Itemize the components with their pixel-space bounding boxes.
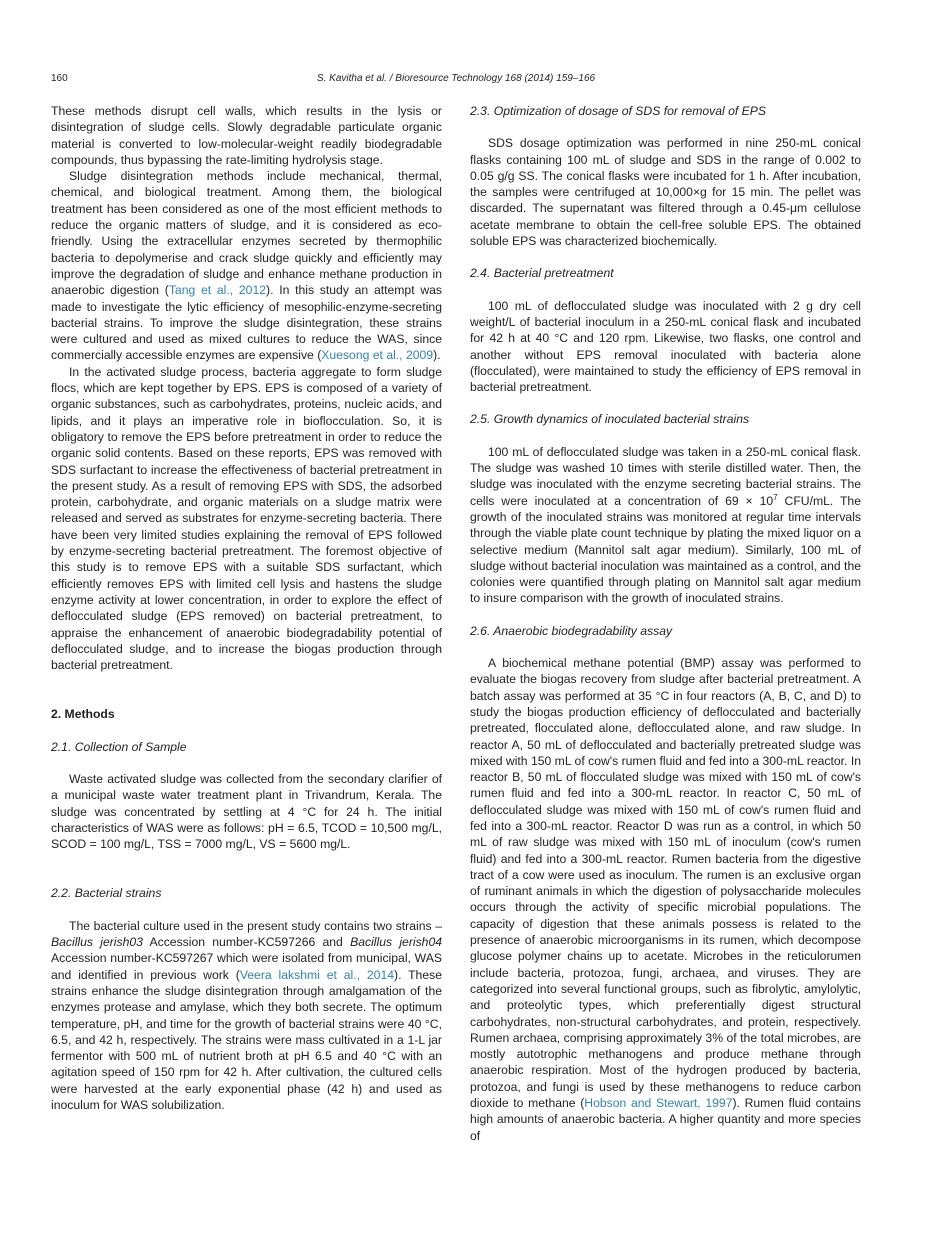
citation-link[interactable]: Veera lakshmi et al., 2014 — [239, 967, 395, 982]
page-header — [51, 73, 861, 87]
species-name: Bacillus jerish03 — [51, 935, 143, 950]
text-run: CFU/mL. The growth of the inoculated strains was monitored at regular time intervals through the viable plate count technique by plating the mixed liquor on a selective medium (Mannitol salt agar medium). Similarly, 100 mL of sludge without bacterial inoculation was maintained as a control, and the colonies were quantified through plating on Mannitol salt agar medium to insure comparison with the growth of inoculated strains. — [470, 493, 861, 606]
text-run: Accession number-KC597267 which were isolated from municipal, WAS and identified in previous work ( — [51, 951, 442, 982]
superscript: 7 — [773, 492, 778, 502]
right-column — [470, 103, 861, 1144]
text-run: ). Rumen fluid contains high amounts of anaerobic bacteria. A higher quantity and more species of — [470, 1096, 861, 1143]
page-number: 160 — [51, 73, 68, 84]
paragraph — [51, 168, 442, 364]
paragraph — [470, 444, 861, 607]
text-run: Sludge disintegration methods include mechanical, thermal, chemical, and biological treatment. Among them, the biological treatment has been considered as one of the most efficient methods to reduce the organic matters of sludge, and it is considered as eco-friendly. Using the extracellular enzymes secreted by thermophilic bacteria to depolymerise and crack sludge quickly and efficiently may improve the degradation of sludge and enhance methane production in anaerobic digestion ( — [51, 169, 442, 298]
paragraph: Waste activated sludge was collected from the secondary clarifier of a municipal waste water treatment plant in Trivandrum, Kerala. The sludge was concentrated by settling at 4 °C for 24 h. The initial characteristics of WAS were as follows: pH = 6.5, TCOD = 10,500 mg/L, SCOD = 100 mg/L, TSS = 7000 mg/L, VS = 5600 mg/L. — [51, 771, 442, 852]
running-head: S. Kavitha et al. / Bioresource Technology 168 (2014) 159–166 — [316, 73, 596, 84]
paragraph — [51, 918, 442, 1114]
paragraph: 100 mL of deflocculated sludge was inoculated with 2 g dry cell weight/L of bacterial inoculum in a 250-mL conical flask and incubated for 42 h at 40 °C and 120 rpm. Likewise, two flasks, one control and another without EPS removal inoculated with bacteria alone (flocculated), were maintained to study the efficiency of EPS removal in bacterial pretreatment. — [470, 298, 861, 395]
text-run: The bacterial culture used in the present study contains two strains – — [69, 918, 442, 933]
text-run: ). — [433, 348, 441, 363]
subsection-heading: 2.4. Bacterial pretreatment — [470, 266, 614, 281]
subsection-heading: 2.5. Growth dynamics of inoculated bacterial strains — [470, 412, 750, 427]
subsection-heading: 2.3. Optimization of dosage of SDS for removal of EPS — [470, 104, 767, 118]
citation-link[interactable]: Tang et al., 2012 — [168, 283, 267, 298]
citation-link[interactable]: Xuesong et al., 2009 — [321, 348, 434, 363]
paragraph — [470, 655, 861, 1144]
text-run: A biochemical methane potential (BMP) assay was performed to evaluate the biogas recovery from sludge after bacterial pretreatment. A batch assay was performed at 35 °C in four reactors (A, B, C, and D) to study the biogas production efficiency of deflocculated and bacterially pretreated, flocculated alone, deflocculated alone, and raw sludge. In reactor A, 50 mL of deflocculated and bacterially pretreated sludge was mixed with 150 mL of cow's rumen fluid and fed into a 300-mL reactor. In reactor B, 50 mL of flocculated sludge was mixed with 150 mL of cow's rumen fluid and fed into a 300-mL reactor. In reactor C, 50 mL of deflocculated sludge was mixed with 150 mL of cow's rumen fluid and fed into a 300-mL reactor. Reactor D was run as a control, in which 50 mL of raw sludge was mixed with 150 mL of inoculum (cow's rumen fluid) and fed into a 300-mL reactor. Rumen bacteria from the digestive tract of a cow were used as inoculum. The rumen is an exclusive organ of ruminant animals in which the digestion of polysaccharide molecules occurs through the activity of specific microbial populations. The capacity of digestion that these animals possess is related to the presence of anaerobic microorganisms in its rumen, which decompose glucose polymer chains up to acetate. Microbes in the reticulorumen include bacteria, protozoa, fungi, archaea, and viruses. They are categorized into several functional groups, such as fibrolytic, amylolytic, and proteolytic types, which preferentially digest structural carbohydrates, non-structural carbohydrates, and protein, respectively. Rumen archaea, comprising approximately 3% of the total microbes, are mostly autotrophic methanogens and produce methane through anaerobic respiration. Most of the hydrogen produced by bacteria, protozoa, and fungi is used by these methanogens to reduce carbon dioxide to methane ( — [470, 656, 861, 1111]
text-run: ). These strains enhance the sludge disintegration through amalgamation of the enzymes protease and amylase, which they both secrete. The optimum temperature, pH, and time for the growth of bacterial strains were 40 °C, 6.5, and 42 h, respectively. The strains were mass cultivated in a 1-L jar fermentor with 500 mL of nutrient broth at pH 6.5 and 40 °C with an agitation speed of 150 rpm for 42 h. After cultivation, the cultured cells were harvested at the early exponential phase (42 h) and used as inoculum for WAS solubilization. — [51, 967, 442, 1113]
text-run: ). In this study an attempt was made to investigate the lytic efficiency of mesophilic-enzyme-secreting bacterial strains. To improve the sludge disintegration, these strains were cultured and used as mixed cultures to reduce the WAS, since commercially accessible enzymes are expensive ( — [51, 283, 442, 363]
paragraph: SDS dosage optimization was performed in nine 250-mL conical flasks containing 100 mL of sludge and SDS in the range of 0.002 to 0.05 g/g SS. The conical flasks were incubated for 1 h. After incubation, the samples were centrifuged at 10,000×g for 15 min. The pellet was discarded. The supernatant was filtered through a 0.45-μm cellulose acetate membrane to obtain the cell-free soluble EPS. The obtained soluble EPS was characterized biochemically. — [470, 136, 861, 249]
species-name: Bacillus jerish04 — [350, 935, 443, 950]
subsection-heading: 2.2. Bacterial strains — [51, 886, 162, 901]
text-run: 100 mL of deflocculated sludge was taken in a 250-mL conical flask. The sludge was washed 10 times with sterile distilled water. Then, the sludge was inoculated with the enzyme secreting bacterial strains. The cells were inoculated at a concentration of 69 × 10 — [470, 444, 861, 508]
paragraph: These methods disrupt cell walls, which results in the lysis or disintegration of sludge cells. Slowly degradable particulate organic material is converted to low-molecular-weight readily biodegradable compounds, thus bypassing the rate-limiting hydrolysis stage. — [51, 104, 442, 167]
left-column — [51, 103, 442, 1113]
subsection-heading: 2.6. Anaerobic biodegradability assay — [470, 623, 673, 638]
citation-link[interactable]: Hobson and Stewart, 1997 — [584, 1096, 733, 1111]
subsection-heading: 2.1. Collection of Sample — [51, 739, 187, 754]
section-heading: 2. Methods — [51, 707, 115, 722]
text-run: Accession number-KC597266 and — [142, 935, 351, 950]
paragraph: In the activated sludge process, bacteria aggregate to form sludge flocs, which are kept together by EPS. EPS is composed of a variety of organic substances, such as carbohydrates, proteins, nucleic acids, and lipids, and it plays an imperative role in bioflocculation. So, it is obligatory to remove the EPS before pretreatment in order to reduce the organic solid contents. Based on these reports, EPS was removed with SDS surfactant to increase the effectiveness of bacterial pretreatment in the present study. As a result of removing EPS with SDS, the adsorbed protein, carbohydrate, and organic materials on a sludge matrix were released and served as substrates for enzyme-secreting bacteria. There have been very limited studies explaining the removal of EPS followed by enzyme-secreting bacterial pretreatment. The foremost objective of this study is to remove EPS with a suitable SDS surfactant, which efficiently removes EPS with limited cell lysis and hastens the sludge enzyme activity at lower concentration, in order to explore the effect of deflocculated sludge (EPS removed) on bacterial pretreatment, to appraise the enhancement of anaerobic biodegradability potential of deflocculated sludge, and to increase the biogas production through bacterial pretreatment. — [51, 364, 442, 673]
